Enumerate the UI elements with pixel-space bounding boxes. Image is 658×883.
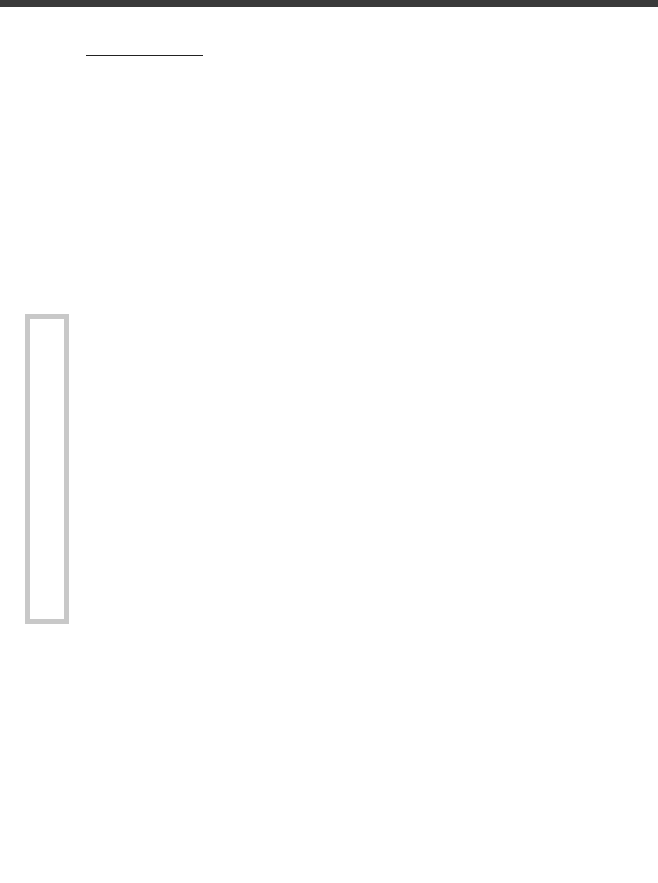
series-title <box>30 319 64 619</box>
top-border <box>0 0 658 7</box>
header-rule <box>86 55 203 56</box>
series-sidebar <box>25 314 69 624</box>
